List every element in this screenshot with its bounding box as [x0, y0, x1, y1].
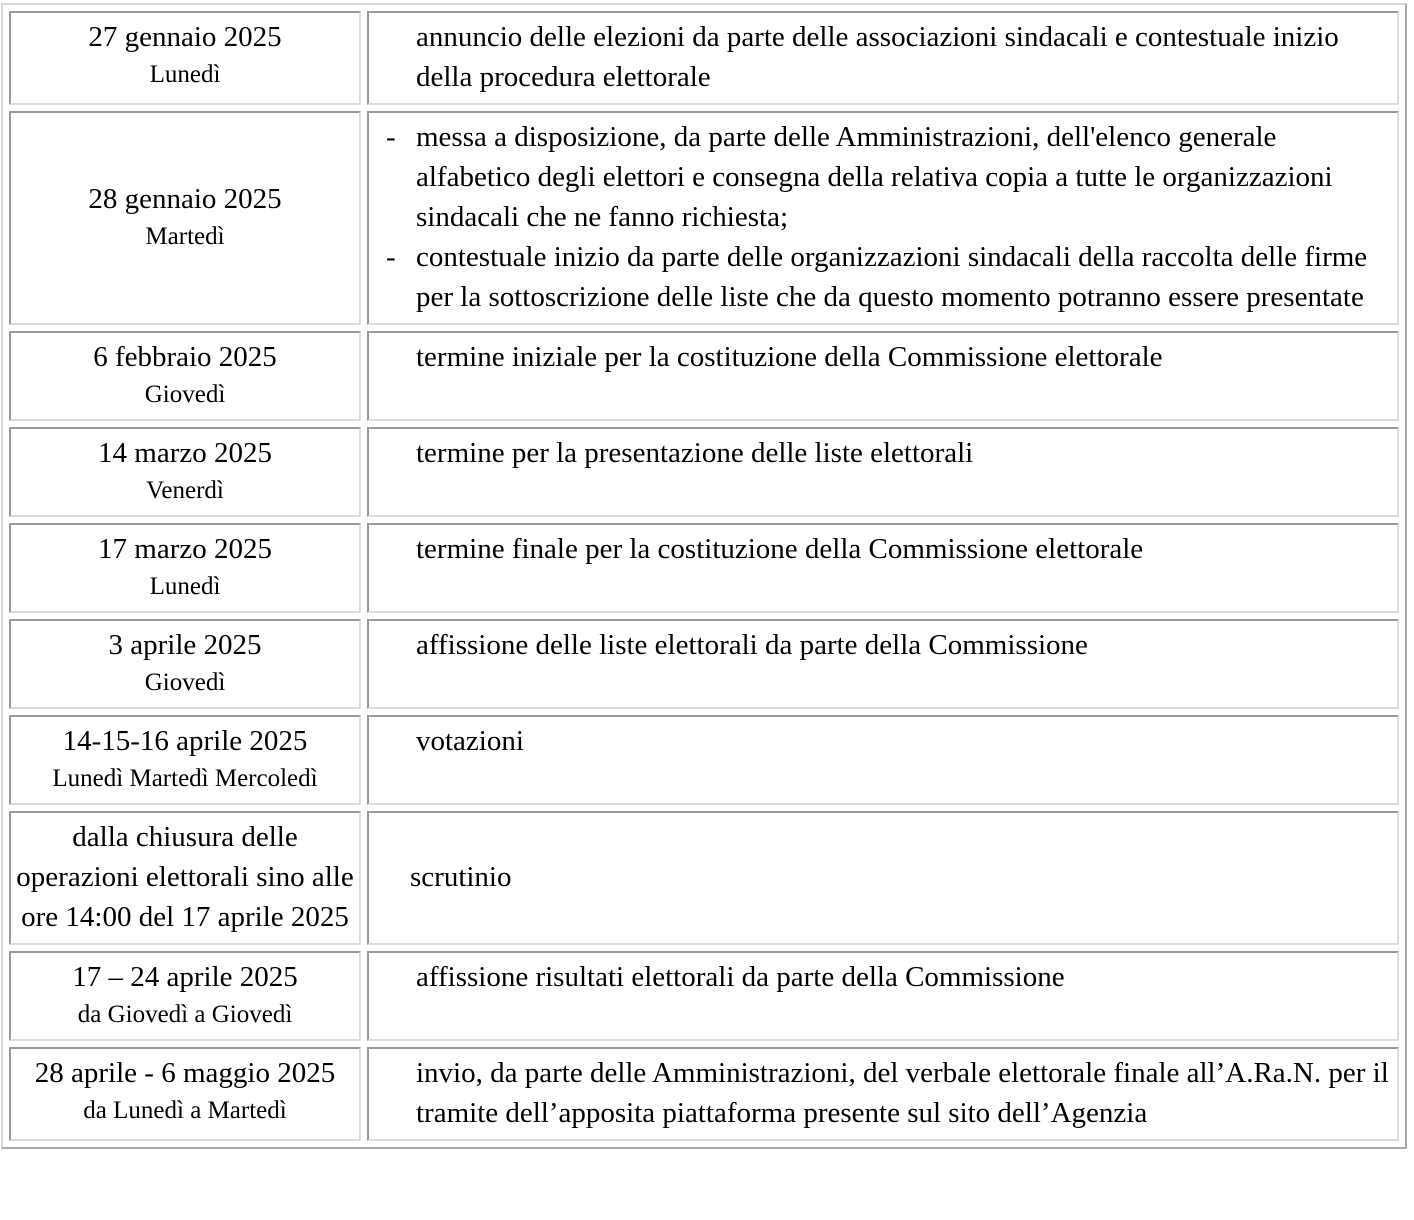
- date-text: dalla chiusura delle operazioni elettorali sino alle ore 14:00 del 17 aprile 2025: [16, 821, 354, 933]
- list-item-text: contestuale inizio da parte delle organizzazioni sindacali della raccolta delle firme per la sottoscrizione delle liste che da questo momento potranno essere presentate: [416, 241, 1368, 313]
- description-text: termine finale per la costituzione della Commissione elettorale: [416, 533, 1144, 565]
- date-text: 6 febbraio 2025: [93, 341, 277, 373]
- description-cell: [367, 11, 1399, 105]
- dash-bullet: -: [386, 241, 396, 273]
- table-row: [9, 11, 1399, 105]
- date-cell: [9, 331, 361, 421]
- date-cell: [9, 811, 361, 945]
- date-cell: [9, 523, 361, 613]
- table-row: [9, 811, 1399, 945]
- description-cell: [367, 111, 1399, 325]
- description-cell: [367, 1047, 1399, 1141]
- date-text: 14-15-16 aprile 2025: [62, 725, 308, 757]
- description-cell: [367, 715, 1399, 805]
- description-text: votazioni: [416, 725, 524, 757]
- description-text: termine iniziale per la costituzione della Commissione elettorale: [416, 341, 1163, 373]
- bullet-list: [369, 117, 1393, 317]
- description-cell: [367, 523, 1399, 613]
- list-item: [369, 117, 1393, 237]
- date-text: 28 aprile - 6 maggio 2025: [34, 1057, 336, 1089]
- date-text: 17 – 24 aprile 2025: [72, 961, 298, 993]
- date-text: 27 gennaio 2025: [88, 21, 282, 53]
- weekday-text: Venerdì: [146, 477, 224, 504]
- date-cell: [9, 427, 361, 517]
- election-schedule-table: [1, 3, 1407, 1149]
- description-text: annuncio delle elezioni da parte delle associazioni sindacali e contestuale inizio della procedura elettorale: [416, 21, 1339, 93]
- date-text: 28 gennaio 2025: [88, 183, 282, 215]
- weekday-text: da Lunedì a Martedì: [83, 1097, 287, 1124]
- date-cell: [9, 111, 361, 325]
- description-cell: [367, 427, 1399, 517]
- date-cell: [9, 951, 361, 1041]
- date-text: 17 marzo 2025: [98, 533, 272, 565]
- description-cell: [367, 619, 1399, 709]
- date-cell: [9, 1047, 361, 1141]
- table-row: [9, 111, 1399, 325]
- description-cell: [367, 331, 1399, 421]
- weekday-text: Lunedì: [149, 61, 221, 88]
- description-text: affissione risultati elettorali da parte della Commissione: [416, 961, 1065, 993]
- table-row: [9, 427, 1399, 517]
- description-text: affissione delle liste elettorali da parte della Commissione: [416, 629, 1088, 661]
- table-row: [9, 523, 1399, 613]
- weekday-text: Giovedì: [144, 381, 226, 408]
- list-item: [369, 237, 1393, 317]
- table-row: [9, 619, 1399, 709]
- description-cell: [367, 811, 1399, 945]
- date-text: 14 marzo 2025: [98, 437, 272, 469]
- weekday-text: Lunedì: [149, 573, 221, 600]
- date-cell: [9, 619, 361, 709]
- date-cell: [9, 715, 361, 805]
- table-row: [9, 715, 1399, 805]
- date-text: 3 aprile 2025: [108, 629, 262, 661]
- dash-bullet: -: [386, 121, 396, 153]
- table-row: [9, 1047, 1399, 1141]
- table-row: [9, 331, 1399, 421]
- description-cell: [367, 951, 1399, 1041]
- description-text: invio, da parte delle Amministrazioni, del verbale elettorale finale all’A.Ra.N. per il tramite dell’apposita piattaforma presente sul sito dell’Agenzia: [416, 1057, 1389, 1129]
- table-row: [9, 951, 1399, 1041]
- weekday-text: da Giovedì a Giovedì: [77, 1001, 293, 1028]
- date-cell: [9, 11, 361, 105]
- weekday-text: Giovedì: [144, 669, 226, 696]
- weekday-text: Martedì: [145, 223, 225, 250]
- description-text: scrutinio: [410, 861, 512, 893]
- weekday-text: Lunedì Martedì Mercoledì: [52, 765, 318, 792]
- description-text: termine per la presentazione delle liste elettorali: [416, 437, 974, 469]
- list-item-text: messa a disposizione, da parte delle Amministrazioni, dell'elenco generale alfabetico degli elettori e consegna della relativa copia a tutte le organizzazioni sindacali che ne fanno richiesta;: [416, 121, 1333, 233]
